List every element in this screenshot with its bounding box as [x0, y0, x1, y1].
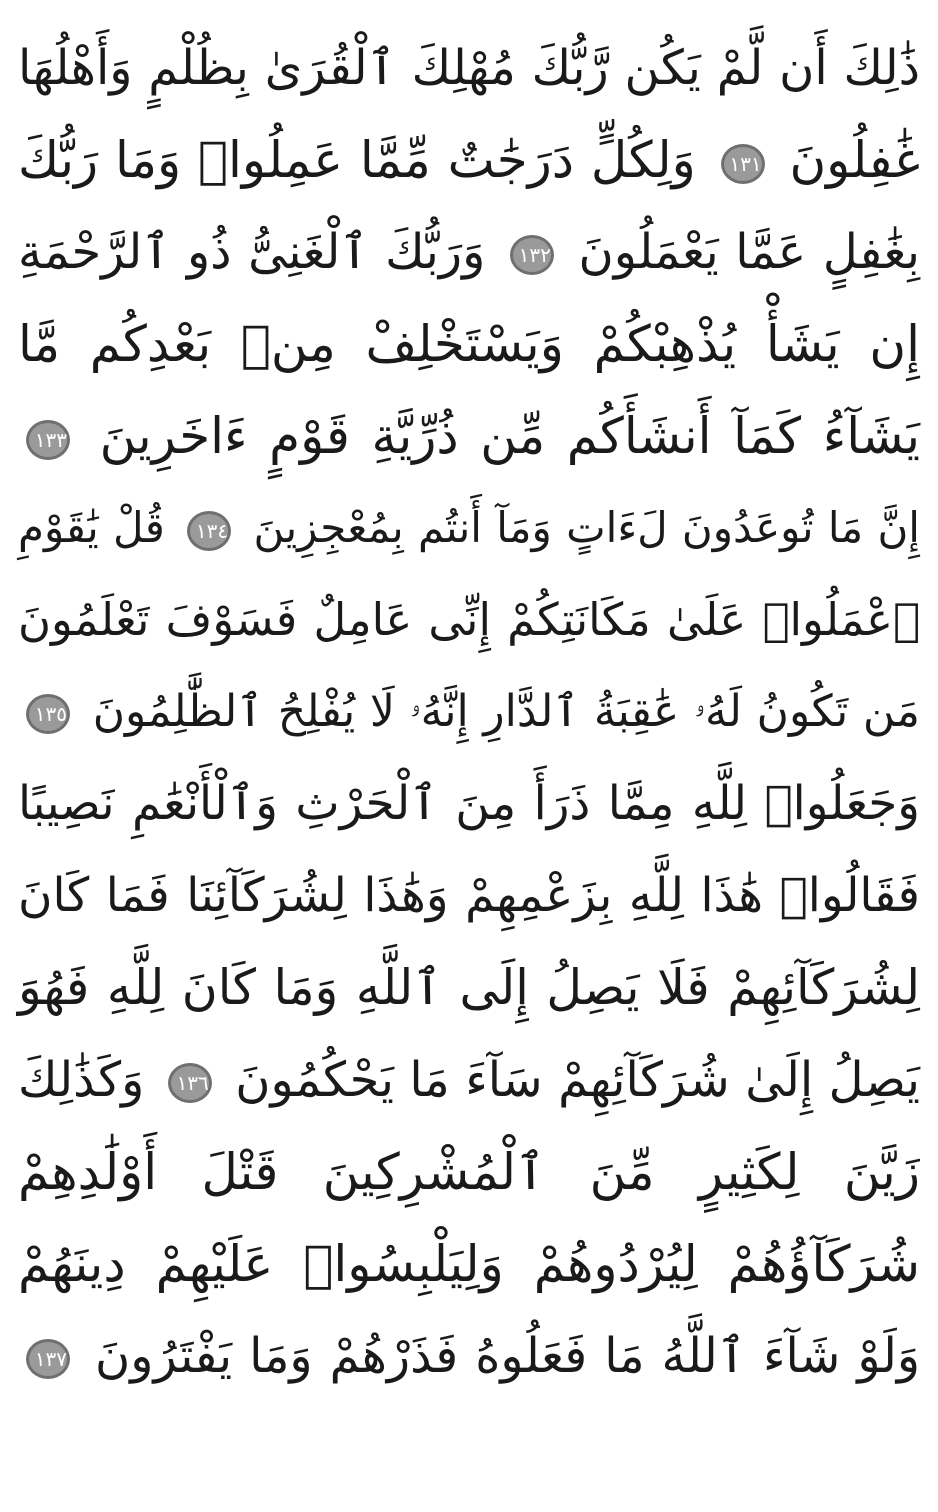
- verse-line: [18, 22, 920, 114]
- ayah-number-marker: ١٣١: [721, 144, 765, 184]
- verse-text: ٱعْمَلُوا۟ عَلَىٰ مَكَانَتِكُمْ إِنِّى عَامِلٌ فَسَوْفَ تَعْلَمُونَ: [18, 593, 920, 646]
- ayah-number-marker: ١٣٥: [26, 694, 70, 734]
- ayah-number-marker: ١٣٢: [510, 235, 554, 275]
- verse-text: مَن تَكُونُ لَهُۥ عَٰقِبَةُ ٱلدَّارِ إِنَّهُۥ لَا يُفْلِحُ ٱلظَّٰلِمُونَ: [92, 686, 920, 737]
- ayah-number-marker: ١٣٣: [26, 420, 70, 460]
- verse-line: [18, 942, 920, 1034]
- verse-text: يَشَآءُ كَمَآ أَنشَأَكُم مِّن ذُرِّيَّةِ قَوْمٍ ءَاخَرِينَ: [99, 407, 920, 465]
- ayah-number-marker: ١٣٤: [187, 511, 231, 551]
- verse-text: وَلَوْ شَآءَ ٱللَّهُ مَا فَعَلُوهُ فَذَرْهُمْ وَمَا يَفْتَرُونَ: [95, 1328, 920, 1384]
- verse-text: لِشُرَكَآئِهِمْ فَلَا يَصِلُ إِلَى ٱللَّهِ وَمَا كَانَ لِلَّهِ فَهُوَ: [18, 959, 920, 1016]
- verse-line: [18, 390, 920, 482]
- verse-text: وَجَعَلُوا۟ لِلَّهِ مِمَّا ذَرَأَ مِنَ ٱلْحَرْثِ وَٱلْأَنْعَٰمِ نَصِيبًا: [18, 776, 920, 831]
- verse-line: [18, 1218, 920, 1310]
- ayah-number-marker: ١٣٦: [168, 1063, 212, 1103]
- verse-text: إِنَّ مَا تُوعَدُونَ لَءَاتٍ وَمَآ أَنتُم بِمُعْجِزِينَ: [253, 503, 920, 552]
- ayah-number-marker: ١٣٧: [26, 1339, 70, 1379]
- verse-text: غَٰفِلُونَ: [789, 131, 920, 189]
- verse-text: بِغَٰفِلٍ عَمَّا يَعْمَلُونَ: [578, 224, 921, 280]
- verse-text: وَرَبُّكَ ٱلْغَنِىُّ ذُو ٱلرَّحْمَةِ: [18, 224, 486, 280]
- verse-text: قُلْ يَٰقَوْمِ: [18, 503, 165, 552]
- verse-line: [18, 114, 920, 206]
- verse-text: يَصِلُ إِلَىٰ شُرَكَآئِهِمْ سَآءَ مَا يَحْكُمُونَ: [235, 1052, 920, 1108]
- verse-line: [18, 574, 920, 666]
- verse-text: ذَٰلِكَ أَن لَّمْ يَكُن رَّبُّكَ مُهْلِكَ ٱلْقُرَىٰ بِظُلْمٍ وَأَهْلُهَا: [18, 40, 920, 96]
- verse-line: [18, 1034, 920, 1126]
- verse-line: [18, 482, 920, 574]
- verse-line: [18, 206, 920, 298]
- verse-text: وَلِكُلٍّ دَرَجَٰتٌ مِّمَّا عَمِلُوا۟ وَمَا رَبُّكَ: [18, 131, 696, 189]
- verse-line: [18, 298, 920, 390]
- verse-line: [18, 1310, 920, 1402]
- verse-text: وَكَذَٰلِكَ: [18, 1052, 145, 1108]
- verse-text: زَيَّنَ لِكَثِيرٍ مِّنَ ٱلْمُشْرِكِينَ قَتْلَ أَوْلَٰدِهِمْ: [18, 1143, 920, 1201]
- verse-line: [18, 850, 920, 942]
- verse-text: شُرَكَآؤُهُمْ لِيُرْدُوهُمْ وَلِيَلْبِسُوا۟ عَلَيْهِمْ دِينَهُمْ: [18, 1235, 920, 1293]
- verse-line: [18, 758, 920, 850]
- verse-line: [18, 1126, 920, 1218]
- verse-text: إِن يَشَأْ يُذْهِبْكُمْ وَيَسْتَخْلِفْ مِنۢ بَعْدِكُم مَّا: [18, 315, 920, 373]
- verse-line: [18, 666, 920, 758]
- verse-text: فَقَالُوا۟ هَٰذَا لِلَّهِ بِزَعْمِهِمْ وَهَٰذَا لِشُرَكَآئِنَا فَمَا كَانَ: [18, 868, 920, 923]
